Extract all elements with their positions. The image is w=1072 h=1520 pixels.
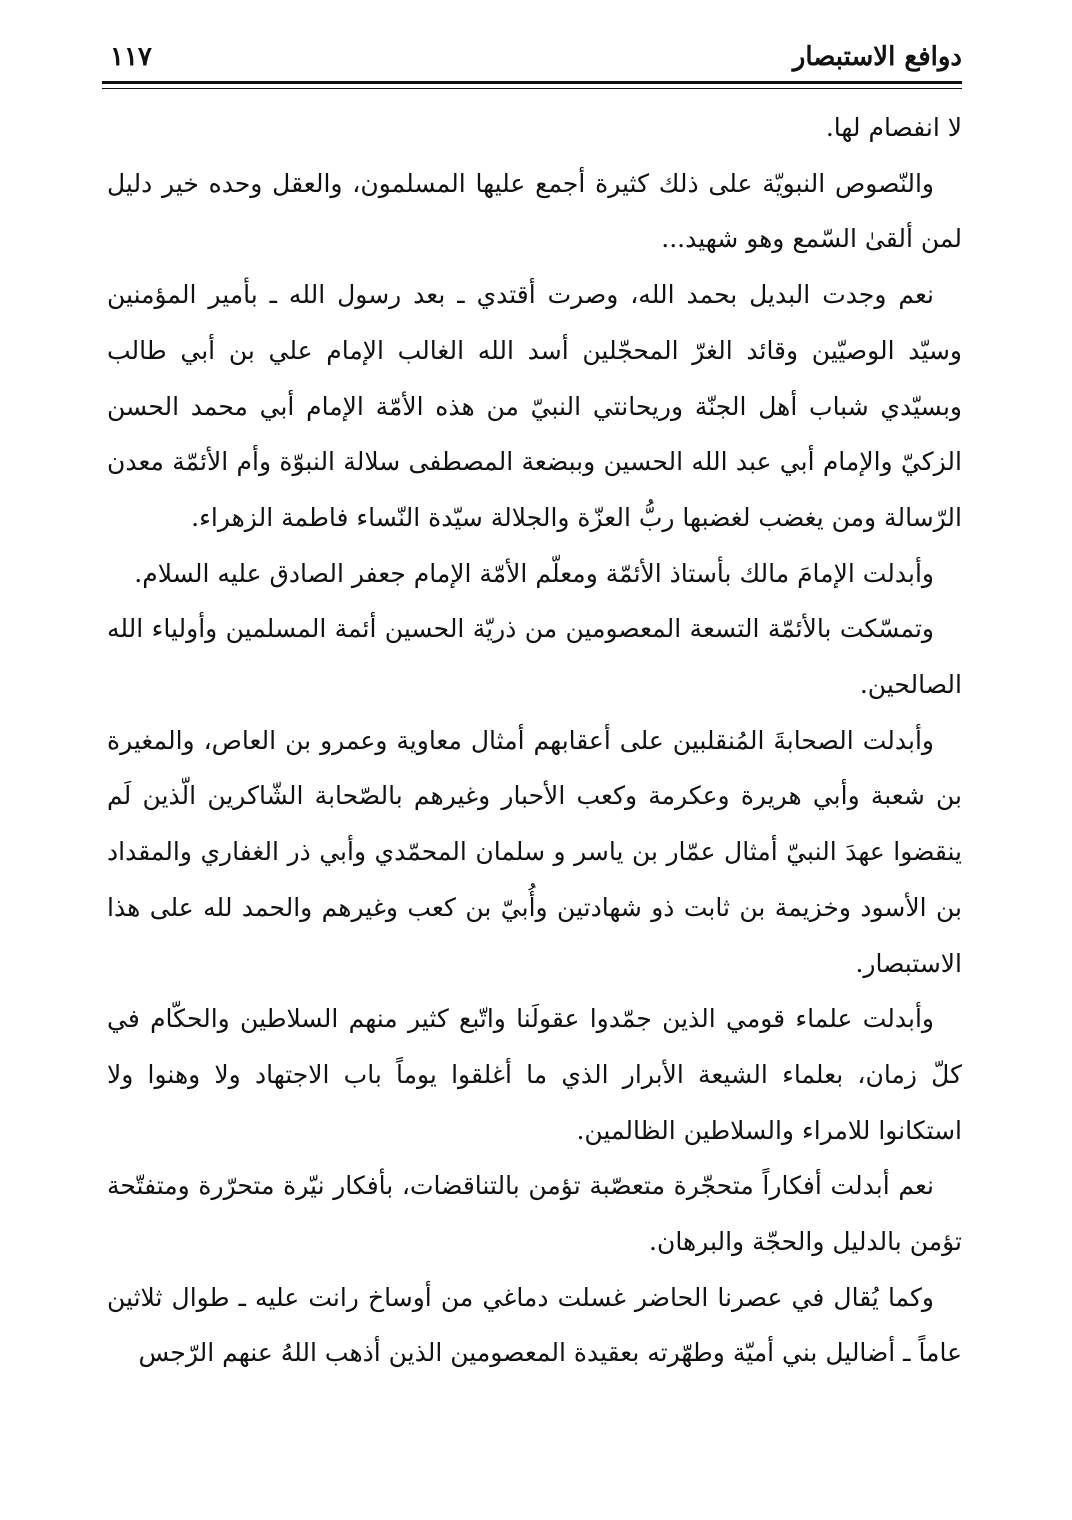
paragraph-3: نعم وجدت البديل بحمد الله، وصرت أقتدي ـ بعد رسول الله ـ بأمير المؤمنين وسيّد الوصيّين وقائد الغرّ المحجّلين أسد الله الغالب الإمام علي بن أبي طالب وبسيّدي شباب أهل الجنّة وريحانتي النبيّ من هذه الأمّة الإمام أبي محمد الحسن الزكيّ والإمام أبي عبد الله الحسين وببضعة المصطفى سلالة النبوّة وأم الأئمّة معدن الرّسالة ومن يغضب لغضبها ربُّ العزّة والجلالة سيّدة النّساء فاطمة الزهراء. [107, 280, 962, 532]
paragraph-6: وأبدلت الصحابةَ المُنقلبين على أعقابهم أمثال معاوية وعمرو بن العاص، والمغيرة بن شعبة وأبي هريرة وعكرمة وكعب الأحبار وغيرهم بالصّحابة الشّاكرين الّذين لَم ينقضوا عهدَ النبيّ أمثال عمّار بن ياسر و سلمان المحمّدي وأبي ذر الغفاري والمقداد بن الأسود وخزيمة بن ثابت ذو شهادتين وأُبيّ بن كعب وغيرهم والحمد لله على هذا الاستبصار. [107, 725, 962, 978]
paragraph-2: والنّصوص النبويّة على ذلك كثيرة أجمع عليها المسلمون، والعقل وحده خير دليل لمن ألقىٰ السّمع وهو شهيد... [107, 168, 962, 254]
paragraph-5: وتمسّكت بالأئمّة التسعة المعصومين من ذريّة الحسين أئمة المسلمين وأولياء الله الصالحين. [107, 614, 962, 700]
paragraph-7: وأبدلت علماء قومي الذين جمّدوا عقولَنا واتّبع كثير منهم السلاطين والحكّام في كلّ زمان، بعلماء الشيعة الأبرار الذي ما أغلقوا يوماً باب الاجتهاد ولا وهنوا ولا استكانوا للامراء والسلاطين الظالمين. [107, 1004, 962, 1145]
paragraph-1: لا انفصام لها. [825, 113, 962, 142]
paragraph-8: نعم أبدلت أفكاراً متحجّرة متعصّبة تؤمن بالتناقضات، بأفكار نيّرة متحرّرة ومتفتّحة تؤمن بالدليل والحجّة والبرهان. [107, 1171, 962, 1257]
paragraph-9: وكما يُقال في عصرنا الحاضر غسلت دماغي من أوساخ رانت عليه ـ طوال ثلاثين عاماً ـ أضاليل بني أميّة وطهّرته بعقيدة المعصومين الذين أذهب اللهُ عنهم الرّجس [107, 1282, 962, 1368]
header-rule-thin [102, 88, 962, 89]
header-rule-thick [102, 81, 962, 84]
body-text [107, 100, 962, 1381]
running-header [102, 38, 962, 78]
paragraph-4: وأبدلت الإمامَ مالك بأستاذ الأئمّة ومعلّم الأمّة الإمام جعفر الصادق عليه السلام. [134, 558, 934, 588]
running-title: دوافع الاستبصار [792, 42, 962, 72]
page-number: ١١٧ [110, 42, 152, 72]
